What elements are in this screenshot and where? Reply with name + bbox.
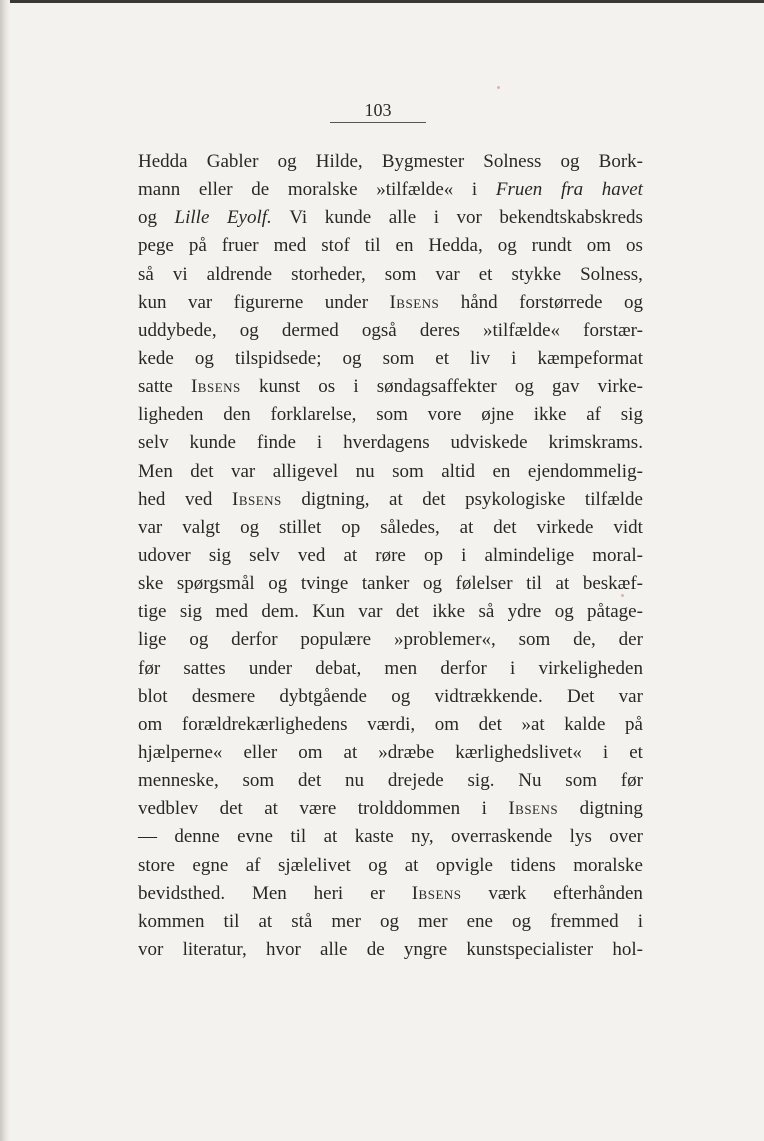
word: deres — [419, 319, 460, 341]
word: det — [422, 488, 446, 510]
word: over — [609, 826, 643, 848]
word: til — [364, 235, 381, 257]
word: og — [512, 910, 532, 932]
word: at — [343, 741, 358, 763]
word: hvor — [265, 938, 301, 960]
word: var — [230, 460, 256, 482]
word: i — [353, 376, 359, 398]
word: op — [423, 544, 443, 566]
word: af — [245, 854, 261, 876]
word: kunde — [189, 432, 236, 454]
word: populære — [300, 629, 372, 651]
word: de, — [573, 629, 596, 651]
word: os — [318, 376, 336, 398]
word: store — [138, 854, 175, 876]
word: Nu — [518, 770, 542, 792]
word: finde — [256, 432, 296, 454]
word: efterhånden — [553, 882, 643, 904]
word: det — [190, 460, 214, 482]
word: et — [629, 741, 643, 763]
text-line — [138, 570, 643, 598]
word: Ibsens — [508, 798, 559, 820]
word: før — [620, 770, 643, 792]
word: storheder, — [291, 263, 366, 285]
word: fruer — [221, 235, 259, 257]
text-line — [138, 148, 643, 176]
word: dem. — [261, 601, 299, 623]
word: aldrende — [206, 263, 273, 285]
word: og — [189, 629, 209, 651]
text-line — [138, 908, 643, 936]
text-line — [138, 936, 643, 964]
word: lys — [569, 826, 592, 848]
word: Gabler — [206, 151, 259, 172]
word: trolddommen — [357, 798, 461, 820]
word: sattes — [183, 657, 226, 679]
text-line — [138, 626, 643, 654]
word: tanker — [361, 573, 410, 595]
word: Eyolf. — [226, 207, 272, 229]
word: sjælelivet — [277, 854, 351, 876]
text-line — [138, 739, 643, 767]
word: yngre — [403, 938, 448, 960]
word: værk — [488, 882, 527, 904]
word: kaste — [354, 826, 394, 848]
word: beskæf- — [582, 573, 643, 595]
word: mann — [138, 179, 181, 201]
text-line — [138, 767, 643, 795]
word: sig. — [467, 770, 495, 792]
word: opvigle — [435, 854, 493, 876]
word: mer — [418, 910, 448, 932]
word: et — [478, 263, 493, 285]
word: Kun — [312, 601, 345, 623]
word: kæmpeformat — [537, 347, 643, 369]
word: om — [138, 713, 163, 735]
word: under — [324, 291, 369, 313]
word: i — [471, 179, 478, 201]
word: det — [493, 516, 517, 538]
word: det — [298, 770, 322, 792]
word: Solness, — [580, 263, 643, 285]
word: gav — [552, 376, 580, 398]
word: Ibsens — [389, 291, 440, 313]
word: tilfælde — [584, 488, 643, 510]
text-line — [138, 176, 643, 204]
word: Hilde, — [315, 151, 363, 172]
word: moral- — [592, 544, 643, 566]
word: en — [395, 235, 414, 257]
word: i — [602, 741, 609, 763]
word: så — [138, 263, 154, 285]
word: til — [526, 573, 542, 595]
word: stillet — [279, 516, 322, 538]
word: Ibsens — [190, 376, 241, 398]
text-line — [138, 429, 643, 457]
word: i — [511, 347, 517, 369]
word: således, — [380, 516, 440, 538]
word: under — [248, 657, 293, 679]
word: om — [434, 713, 460, 735]
word: virkede — [536, 516, 594, 538]
word: som — [518, 629, 551, 651]
word: ved — [185, 488, 213, 510]
word: vi — [172, 263, 188, 285]
word: kalde — [564, 713, 606, 735]
word: eller — [243, 741, 278, 763]
word: ved — [297, 544, 326, 566]
word: valgt — [182, 516, 221, 538]
word: også — [361, 319, 397, 341]
word: var — [618, 685, 643, 707]
word: »tilfælde« — [483, 319, 561, 341]
word: og — [342, 347, 362, 369]
word: og — [497, 235, 517, 257]
word: røre — [375, 544, 406, 566]
word: mer — [331, 910, 361, 932]
paper-speck — [621, 594, 624, 597]
word: være — [299, 798, 337, 820]
word: det — [219, 798, 243, 820]
word: altid — [441, 460, 476, 482]
word: der — [618, 629, 643, 651]
word: hånd — [460, 291, 498, 313]
word: almindelige — [484, 544, 575, 566]
word: Men — [138, 460, 173, 482]
word: hed — [138, 488, 166, 510]
word: moralske — [573, 854, 643, 876]
word: at — [323, 826, 338, 848]
word: Bork- — [598, 151, 643, 172]
word: at — [343, 544, 358, 566]
word: værdi, — [367, 713, 416, 735]
word: de — [366, 938, 385, 960]
word: desmere — [191, 685, 256, 707]
word: på — [188, 235, 207, 257]
word: alligevel — [272, 460, 339, 482]
word: påtage- — [587, 601, 643, 623]
word: »dræbe — [378, 741, 435, 763]
word: liv — [470, 347, 491, 369]
text-line — [138, 711, 643, 739]
word: om — [298, 741, 323, 763]
word: som — [382, 347, 415, 369]
word: ene — [466, 910, 493, 932]
word: kunde — [324, 207, 372, 229]
word: rundt — [531, 235, 572, 257]
word: tvinge — [300, 573, 349, 595]
text-line — [138, 795, 643, 823]
word: egne — [192, 854, 229, 876]
word: ikke — [533, 404, 567, 426]
word: krimskrams. — [548, 432, 643, 454]
word: literatur, — [182, 938, 247, 960]
text-line — [138, 204, 643, 232]
word: var — [187, 291, 213, 313]
word: og — [194, 347, 214, 369]
word: og — [240, 516, 260, 538]
word: og — [138, 207, 157, 229]
word: debat, — [315, 657, 362, 679]
word: virke- — [597, 376, 643, 398]
word: at — [264, 798, 278, 820]
word: dybtgående — [279, 685, 367, 707]
text-line — [138, 289, 643, 317]
word: som — [376, 404, 408, 426]
text-line — [138, 345, 643, 373]
word: og — [268, 573, 288, 595]
word: stof — [321, 235, 350, 257]
word: med — [215, 601, 249, 623]
text-line — [138, 401, 643, 429]
word: så — [478, 601, 495, 623]
word: forældrekærlighedens — [181, 713, 348, 735]
word: før — [138, 657, 161, 679]
word: fra — [560, 179, 584, 201]
word: vedblev — [138, 798, 199, 820]
word: Vi — [289, 207, 308, 229]
word: nu — [345, 770, 365, 792]
word: Men — [251, 882, 287, 904]
paper-speck — [497, 86, 500, 89]
text-line — [138, 261, 643, 289]
word: denne — [174, 826, 220, 848]
word: den — [223, 404, 251, 426]
word: søndagsaffekter — [376, 376, 497, 398]
word: evne — [237, 826, 273, 848]
word: eller — [198, 179, 233, 201]
word: digtning, — [301, 488, 370, 510]
word: fremmed — [550, 910, 619, 932]
word: udviskede — [450, 432, 528, 454]
word: Hedda — [138, 151, 188, 172]
page-top-edge — [0, 0, 764, 3]
word: i — [637, 910, 643, 932]
word: ejendommelig- — [527, 460, 643, 482]
word: satte — [138, 376, 173, 398]
word: kærlighedslivet« — [455, 741, 582, 763]
word: hol- — [612, 938, 643, 960]
word: Hedda, — [428, 235, 483, 257]
word: kun — [138, 291, 167, 313]
word: af — [586, 404, 601, 426]
word: vore — [427, 404, 462, 426]
word: det — [478, 713, 502, 735]
word: sig — [179, 601, 203, 623]
word: heri — [313, 882, 344, 904]
word: »tilfælde« — [376, 179, 454, 201]
text-line — [138, 683, 643, 711]
word: som — [242, 770, 275, 792]
word: var — [138, 516, 163, 538]
text-line — [138, 232, 643, 260]
word: og — [277, 151, 297, 172]
word: drejede — [387, 770, 444, 792]
word: stå — [291, 910, 313, 932]
word: at — [459, 516, 474, 538]
word: dermed — [281, 319, 339, 341]
word: Solness — [483, 151, 542, 172]
word: med — [273, 235, 307, 257]
word: som — [565, 770, 597, 792]
word: spørgsmål — [176, 573, 255, 595]
word: vor — [456, 207, 482, 229]
word: og — [422, 573, 442, 595]
word: moralske — [287, 179, 358, 201]
word: ikke — [432, 601, 466, 623]
text-line — [138, 514, 643, 542]
word: at — [389, 488, 403, 510]
word: pege — [138, 235, 174, 257]
word: at — [258, 910, 273, 932]
text-line — [138, 880, 643, 908]
word: i — [510, 657, 516, 679]
word: og — [560, 151, 580, 172]
word: psykologiske — [465, 488, 566, 510]
word: uddybede, — [138, 319, 217, 341]
word: virkeligheden — [538, 657, 643, 679]
word: var — [435, 263, 460, 285]
word: alle — [320, 938, 348, 960]
word: men — [384, 657, 418, 679]
word: — — [138, 826, 157, 848]
word: hjælperne« — [138, 741, 223, 763]
text-line — [138, 823, 643, 851]
text-line — [138, 458, 643, 486]
word: digtning — [579, 798, 643, 820]
word: kommen — [138, 910, 205, 932]
word: ny, — [411, 826, 434, 848]
word: forstørrede — [519, 291, 603, 313]
word: ydre — [507, 601, 542, 623]
word: vor — [138, 938, 164, 960]
word: hverdagens — [343, 432, 430, 454]
word: til — [223, 910, 240, 932]
word: at — [555, 573, 570, 595]
word: sig — [620, 404, 643, 426]
word: vidtrækkende. — [434, 685, 543, 707]
text-line — [138, 542, 643, 570]
word: følelser — [455, 573, 513, 595]
word: i — [316, 432, 323, 454]
text-line — [138, 317, 643, 345]
word: og — [391, 685, 411, 707]
word: og — [379, 910, 399, 932]
word: ligheden — [138, 404, 204, 426]
word: og — [514, 376, 534, 398]
word: og — [554, 601, 574, 623]
page-number: 103 — [330, 99, 426, 123]
word: havet — [601, 179, 643, 201]
word: at — [404, 854, 419, 876]
text-line — [138, 598, 643, 626]
word: Det — [566, 685, 595, 707]
word: en — [492, 460, 511, 482]
word: udover — [138, 544, 191, 566]
word: som — [384, 263, 417, 285]
text-line — [138, 373, 643, 401]
word: var — [358, 601, 383, 623]
word: derfor — [231, 629, 278, 651]
word: Ibsens — [232, 488, 282, 510]
body-text — [138, 148, 643, 964]
word: forstær- — [583, 319, 643, 341]
word: nu — [355, 460, 375, 482]
word: figurerne — [233, 291, 304, 313]
word: selv — [249, 544, 280, 566]
word: kede — [138, 347, 174, 369]
word: kunst — [258, 376, 301, 398]
word: stykke — [511, 263, 562, 285]
word: sig — [208, 544, 232, 566]
word: os — [625, 235, 643, 257]
word: og — [623, 291, 643, 313]
word: og — [239, 319, 259, 341]
word: blot — [138, 685, 168, 707]
word: tilspidsede; — [234, 347, 322, 369]
word: Ibsens — [411, 882, 462, 904]
word: tidens — [510, 854, 556, 876]
word: »problemer«, — [393, 629, 496, 651]
page-binding-edge — [0, 0, 10, 1141]
word: på — [625, 713, 643, 735]
word: lige — [138, 629, 167, 651]
text-line — [138, 655, 643, 683]
word: de — [251, 179, 270, 201]
word: Lille — [174, 207, 210, 229]
word: Fruen — [495, 179, 543, 201]
word: »at — [521, 713, 545, 735]
word: vidt — [613, 516, 643, 538]
word: i — [433, 207, 439, 229]
word: forklarelse, — [270, 404, 357, 426]
word: menneske, — [138, 770, 219, 792]
word: op — [341, 516, 361, 538]
word: kunstspecialister — [466, 938, 594, 960]
word: et — [435, 347, 449, 369]
word: bekendtskabskreds — [499, 207, 643, 229]
word: til — [290, 826, 307, 848]
word: øjne — [481, 404, 514, 426]
word: og — [368, 854, 388, 876]
word: i — [481, 798, 487, 820]
word: det — [395, 601, 420, 623]
word: om — [586, 235, 611, 257]
word: Bygmester — [381, 151, 465, 172]
word: er — [370, 882, 385, 904]
word: alle — [388, 207, 417, 229]
text-line — [138, 486, 643, 514]
word: bevidsthed. — [138, 882, 226, 904]
text-line — [138, 852, 643, 880]
word: som — [392, 460, 424, 482]
word: tige — [138, 601, 167, 623]
word: i — [461, 544, 467, 566]
word: selv — [138, 432, 169, 454]
word: ske — [138, 573, 164, 595]
word: overraskende — [451, 826, 553, 848]
word: derfor — [440, 657, 487, 679]
